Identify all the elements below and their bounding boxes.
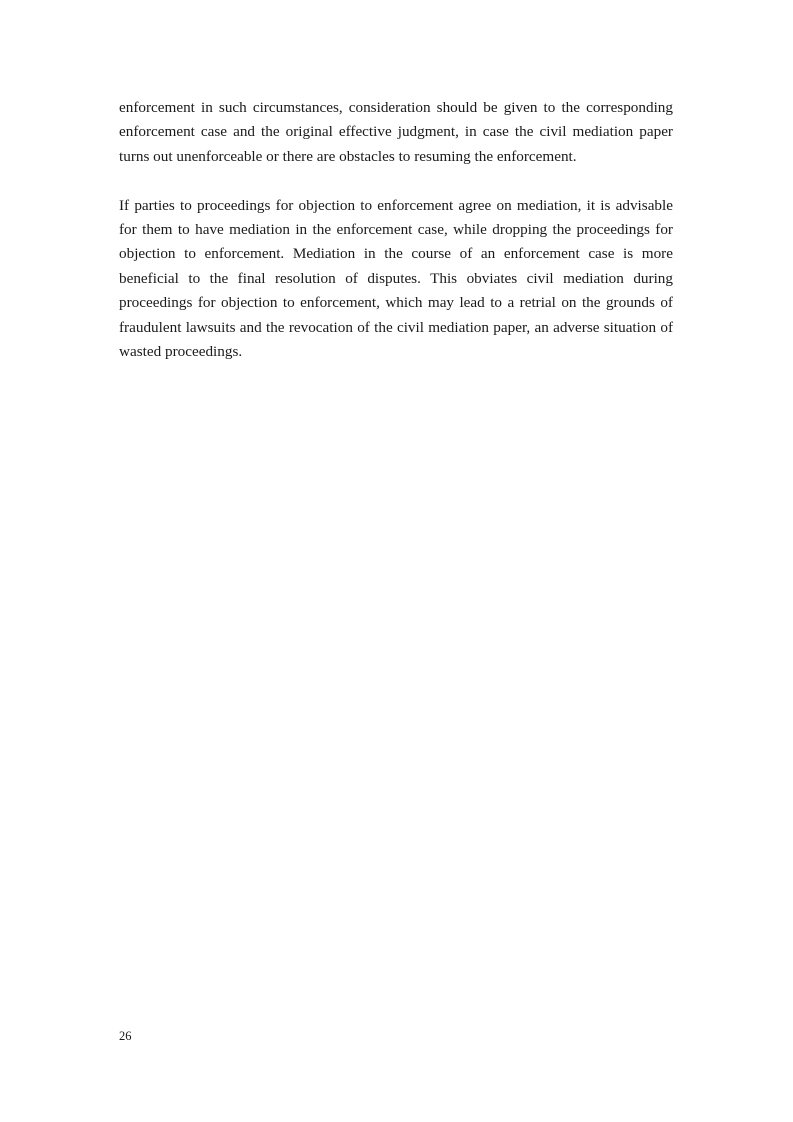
page-number: 26 [119, 1029, 132, 1043]
paragraph-1: enforcement in such circumstances, consideration should be given to the corresponding enforcement case and the original effective judgment, in case the civil mediation paper turns out unenforceable or there are obstacles to resuming the enforcement. [119, 99, 673, 165]
body-text [119, 96, 673, 389]
paragraph-2: If parties to proceedings for objection to enforcement agree on mediation, it is advisable for them to have mediation in the enforcement case, while dropping the proceedings for objection to enforcement. Mediation in the course of an enforcement case is more beneficial to the final resolution of disputes. This obviates civil mediation during proceedings for objection to enforcement, which may lead to a retrial on the grounds of fraudulent lawsuits and the revocation of the civil mediation paper, an adverse situation of wasted proceedings. [119, 196, 673, 361]
